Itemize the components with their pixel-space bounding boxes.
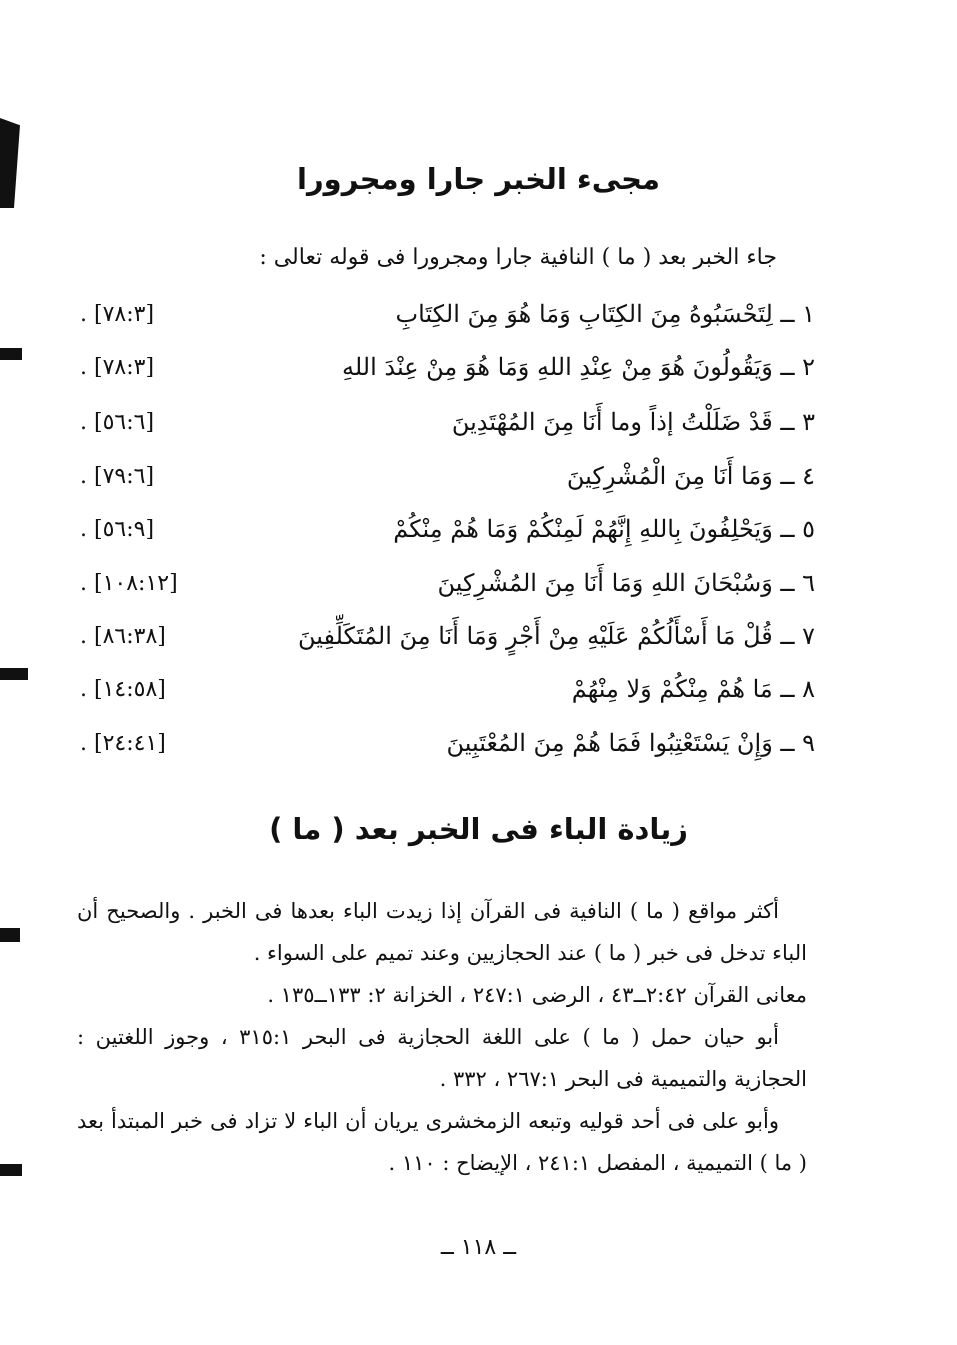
verse-reference: [٧٩:٦] . (80, 464, 155, 489)
verse-reference: [٥٦:٦] . (80, 410, 155, 435)
scan-edge-mark (0, 928, 20, 942)
verse-text: ٢ ــ وَيَقُولُونَ هُوَ مِنْ عِنْدِ اللهِ وَمَا هُوَ مِنْ عِنْدَ اللهِ (341, 353, 815, 381)
paragraph: معانى القرآن ٢:٤٢ــ٤٣ ، الرضى ٢٤٧:١ ، الخزانة ٢: ١٣٣ــ١٣٥ . (267, 983, 807, 1007)
verse-text: ٣ ــ قَدْ ضَلَلْتُ إذاً وما أَنَا مِنَ المُهْتَدِينَ (451, 408, 815, 436)
verse-line (80, 622, 815, 666)
verse-text: ٦ ــ وَسُبْحَانَ اللهِ وَمَا أَنَا مِنَ المُشْرِكِينَ (437, 569, 815, 597)
scan-edge-mark (0, 348, 22, 360)
intro-text: جاء الخبر بعد ( ما ) النافية جارا ومجرورا فى قوله تعالى : (259, 245, 777, 270)
section-heading: مجىء الخبر جارا ومجرورا (297, 162, 660, 196)
verse-text: ٩ ــ وَإِنْ يَسْتَعْتِبُوا فَمَا هُمْ مِنَ المُعْتَبِينَ (446, 729, 815, 757)
verse-line (80, 462, 815, 506)
page-number: ــ ١١٨ ــ (440, 1235, 517, 1260)
verse-text: ٨ ــ مَا هُمْ مِنْكُمْ وَلا مِنْهُمْ (571, 675, 815, 703)
verse-reference: [٨٦:٣٨] . (80, 624, 166, 649)
verse-line (80, 300, 815, 344)
verse-reference: [١٤:٥٨] . (80, 677, 166, 702)
paragraph: وأبو على فى أحد قوليه وتبعه الزمخشرى يريان أن الباء لا تزاد فى خبر المبتدأ بعد ( ما ) التميمية ، المفصل ٢٤١:١ ، الإيضاح : ١١٠ . (77, 1109, 807, 1175)
section-heading: زيادة الباء فى الخبر بعد ( ما ) (269, 812, 688, 846)
verse-text: ٥ ــ وَيَحْلِفُونَ بِاللهِ إِنَّهُمْ لَمِنْكُمْ وَمَا هُمْ مِنْكُمْ (393, 515, 815, 543)
verse-reference: [١٠٨:١٢] . (80, 571, 178, 596)
verse-reference: [٧٨:٣] . (80, 302, 155, 327)
verse-line (80, 569, 815, 613)
verse-line (80, 515, 815, 559)
verse-line (80, 408, 815, 452)
paragraph: أبو حيان حمل ( ما ) على اللغة الحجازية فى البحر ٣١٥:١ ، وجوز اللغتين : الحجازية والتميمية فى البحر ٢٦٧:١ ، ٣٣٢ . (77, 1025, 807, 1091)
verse-line (80, 353, 815, 397)
paragraph: أكثر مواقع ( ما ) النافية فى القرآن إذا زيدت الباء بعدها فى الخبر . والصحيح أن الباء تدخل فى خبر ( ما ) عند الحجازيين وعند تميم على السواء . (77, 899, 807, 965)
verse-text: ١ ــ لِتَحْسَبُوهُ مِنَ الكِتَابِ وَمَا هُوَ مِنَ الكِتَابِ (395, 300, 815, 328)
verse-line (80, 729, 815, 773)
verse-text: ٤ ــ وَمَا أَنَا مِنَ الْمُشْرِكِينَ (566, 462, 815, 490)
scan-edge-mark (0, 668, 28, 680)
verse-reference: [٧٨:٣] . (80, 355, 155, 380)
verse-reference: [٢٤:٤١] . (80, 731, 166, 756)
verse-reference: [٥٦:٩] . (80, 517, 155, 542)
verse-text: ٧ ــ قُلْ مَا أَسْأَلُكُمْ عَلَيْهِ مِنْ أَجْرٍ وَمَا أَنَا مِنَ المُتَكَلِّفِينَ (297, 622, 815, 650)
scan-edge-mark (0, 1164, 22, 1176)
body-text (77, 890, 807, 1184)
verse-line (80, 675, 815, 719)
